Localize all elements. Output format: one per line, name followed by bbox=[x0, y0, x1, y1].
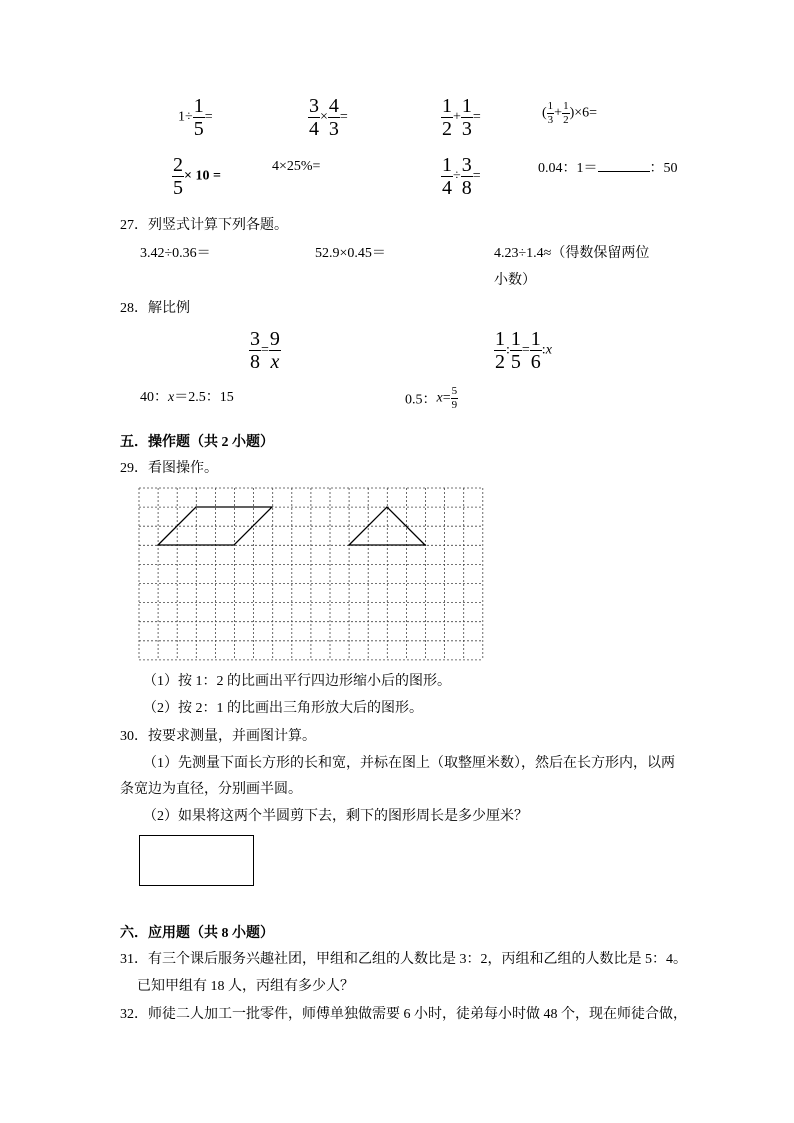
expr-4-fraction-a: $\frac{1}{3}$ bbox=[547, 100, 554, 126]
proportion-4: 0.5：x= $\frac{5}{9}$ bbox=[405, 385, 458, 411]
q31-line2: 已知甲组有 18 人，丙组有多少人？ bbox=[137, 979, 354, 994]
q27-b: 52.9×0.45＝ bbox=[315, 246, 386, 261]
q30-step-1-line2: 条宽边为直径，分别画半圆。 bbox=[120, 782, 302, 797]
proportion-3: 40：x＝2.5：15 bbox=[140, 390, 234, 405]
q28-title: 28．解比例 bbox=[120, 301, 190, 316]
expr-4-fraction-b: $\frac{1}{2}$ bbox=[563, 100, 569, 126]
expr-2-fraction-b: $\frac{4}{3}$ bbox=[328, 95, 339, 140]
proportion-4-fraction: $\frac{5}{9}$ bbox=[451, 385, 458, 411]
expr-2-fraction-a: $\frac{3}{4}$ bbox=[309, 95, 319, 140]
q30-title: 30．按要求测量，并画图计算。 bbox=[120, 729, 316, 744]
expr-3-fraction-b: $\frac{1}{3}$ bbox=[461, 95, 472, 140]
expr-3-fraction-a: $\frac{1}{2}$ bbox=[442, 95, 452, 140]
q27-c-line1: 4.23÷1.4≈（得数保留两位 bbox=[494, 246, 650, 261]
expr-4: ( $\frac{1}{3}$ + $\frac{1}{2}$ )×6= bbox=[542, 100, 598, 126]
expr-7-fraction-a: $\frac{1}{4}$ bbox=[442, 154, 452, 199]
proportion-1-left: $\frac{3}{8}$ bbox=[250, 328, 260, 373]
expr-6: 4×25%= bbox=[272, 159, 321, 174]
expr-3: $\frac{1}{2}$ + $\frac{1}{3}$ = bbox=[442, 95, 481, 140]
answer-blank[interactable] bbox=[598, 157, 650, 172]
proportion-2-frac-c: $\frac{1}{6}$ bbox=[530, 328, 541, 373]
section-5-title: 五．操作题（共 2 小题） bbox=[120, 435, 274, 450]
q27-title: 27．列竖式计算下列各题。 bbox=[120, 218, 288, 233]
expr-1-fraction: $\frac{1}{5}$ bbox=[193, 95, 204, 140]
expr-5-fraction: $\frac{2}{5}$ bbox=[173, 154, 183, 199]
expr-5: $\frac{2}{5}$ × 10 = bbox=[173, 154, 221, 199]
expr-1-eq: = bbox=[204, 109, 213, 125]
measure-rectangle bbox=[139, 835, 254, 886]
proportion-2-frac-b: $\frac{1}{5}$ bbox=[510, 328, 521, 373]
proportion-2: $\frac{1}{2}$ : $\frac{1}{5}$ = $\frac{1}{6}$ :x bbox=[495, 328, 552, 373]
q27-a: 3.42÷0.36＝ bbox=[140, 246, 211, 261]
q30-step-2: （2）如果将这两个半圆剪下去，剩下的图形周长是多少厘米？ bbox=[143, 809, 528, 824]
q27-c-line2: 小数） bbox=[494, 273, 536, 288]
q29-step-2: （2）按 2：1 的比画出三角形放大后的图形。 bbox=[143, 701, 423, 716]
proportion-1-right: $\frac{9}{x}$ bbox=[269, 328, 280, 373]
expr-7-fraction-b: $\frac{3}{8}$ bbox=[461, 154, 472, 199]
expr-1-whole: 1 bbox=[178, 109, 185, 125]
section-6-title: 六．应用题（共 8 小题） bbox=[120, 926, 274, 941]
expr-7: $\frac{1}{4}$ ÷ $\frac{3}{8}$ = bbox=[442, 154, 481, 199]
q32-line1: 32．师徒二人加工一批零件，师傅单独做需要 6 小时，徒弟每小时做 48 个，现在师徒合做， bbox=[120, 1007, 687, 1022]
expr-1 bbox=[178, 96, 213, 139]
proportion-2-frac-a: $\frac{1}{2}$ bbox=[495, 328, 505, 373]
expr-2: $\frac{3}{4}$ × $\frac{4}{3}$ = bbox=[309, 95, 348, 140]
expr-1-op: ÷ bbox=[185, 109, 193, 125]
q30-step-1-line1: （1）先测量下面长方形的长和宽，并标在图上（取整厘米数），然后在长方形内，以两 bbox=[143, 756, 675, 771]
q31-line1: 31．有三个课后服务兴趣社团，甲组和乙组的人数比是 3：2，丙组和乙组的人数比是 5：4。 bbox=[120, 952, 687, 967]
proportion-1: $\frac{3}{8}$ = $\frac{9}{x}$ bbox=[250, 328, 280, 373]
expr-8: 0.04：1＝ ：50 bbox=[538, 157, 678, 179]
dotted-grid-figure bbox=[138, 487, 484, 662]
q29-title: 29．看图操作。 bbox=[120, 461, 218, 476]
grid-lines bbox=[139, 488, 483, 660]
q29-step-1: （1）按 1：2 的比画出平行四边形缩小后的图形。 bbox=[143, 674, 451, 689]
